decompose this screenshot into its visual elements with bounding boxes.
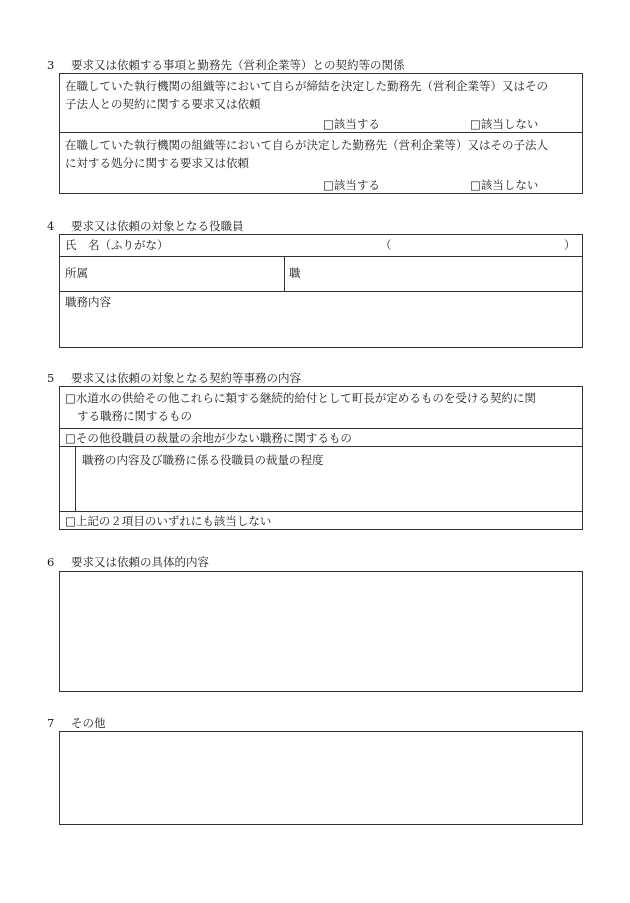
contract-request-row bbox=[60, 74, 582, 132]
duty-label: 職務内容 bbox=[65, 295, 111, 309]
section-4-table bbox=[59, 234, 583, 348]
low-discretion-option-checkbox[interactable]: □その他役職員の裁量の余地が少ない職務に関するもの bbox=[65, 431, 352, 445]
furigana-close-paren: ） bbox=[564, 238, 576, 252]
contract-applicable-checkbox[interactable]: □該当する bbox=[323, 117, 380, 131]
duty-row[interactable] bbox=[60, 291, 582, 347]
affiliation-divider bbox=[284, 257, 285, 291]
discretion-detail-row bbox=[60, 446, 582, 511]
section-3-title-text: 要求又は依頼する事項と勤務先（営利企業等）との契約等の関係 bbox=[71, 58, 405, 72]
section-6-title-text: 要求又は依頼の具体的内容 bbox=[71, 555, 209, 569]
continuous-supply-option-text-2: する職務に関するもの bbox=[77, 409, 192, 423]
request-content-box[interactable] bbox=[59, 571, 583, 692]
disposition-request-row bbox=[60, 132, 582, 193]
name-label: 氏 名（ふりがな） bbox=[65, 238, 169, 252]
section-7-title-text: その他 bbox=[71, 716, 106, 730]
post-label: 職 bbox=[289, 266, 301, 280]
affiliation-label: 所属 bbox=[65, 266, 88, 280]
section-4-title bbox=[47, 218, 244, 234]
section-3-number: 3 bbox=[47, 58, 55, 72]
section-6-number: 6 bbox=[47, 555, 55, 569]
section-3-title bbox=[47, 57, 405, 73]
none-applicable-option-checkbox[interactable]: □上記の２項目のいずれにも該当しない bbox=[65, 514, 272, 528]
continuous-supply-option-row bbox=[60, 387, 582, 428]
contract-not-applicable-checkbox[interactable]: □該当しない bbox=[470, 117, 539, 131]
other-box[interactable] bbox=[59, 731, 583, 825]
section-6-title bbox=[47, 554, 209, 570]
furigana-open-paren: （ bbox=[380, 238, 392, 252]
section-4-title-text: 要求又は依頼の対象となる役職員 bbox=[71, 219, 244, 233]
discretion-detail-label: 職務の内容及び職務に係る役職員の裁量の程度 bbox=[82, 453, 324, 467]
section-4-number: 4 bbox=[47, 219, 55, 233]
section-5-number: 5 bbox=[47, 371, 55, 385]
disposition-request-text-2: に対する処分に関する要求又は依頼 bbox=[65, 156, 249, 170]
continuous-supply-option-checkbox[interactable]: □水道水の供給その他これらに類する継続的給付として町長が定めるものを受ける契約に関 bbox=[65, 391, 536, 405]
disposition-not-applicable-checkbox[interactable]: □該当しない bbox=[470, 178, 539, 192]
none-applicable-option-row bbox=[60, 511, 582, 529]
disposition-applicable-checkbox[interactable]: □該当する bbox=[323, 178, 380, 192]
name-row[interactable] bbox=[60, 235, 582, 256]
section-5-title-text: 要求又は依頼の対象となる契約等事務の内容 bbox=[71, 371, 301, 385]
affiliation-row bbox=[60, 256, 582, 291]
section-3-table bbox=[59, 73, 583, 194]
section-7-number: 7 bbox=[47, 716, 55, 730]
section-5-table bbox=[59, 386, 583, 530]
section-5-title bbox=[47, 370, 301, 386]
low-discretion-option-row bbox=[60, 428, 582, 446]
section-7-title bbox=[47, 715, 106, 731]
contract-request-text-2: 子法人との契約に関する要求又は依頼 bbox=[65, 97, 261, 111]
contract-request-text-1: 在職していた執行機関の組織等において自らが締結を決定した勤務先（営利企業等）又はその bbox=[65, 79, 548, 93]
discretion-indent-line bbox=[75, 447, 76, 511]
disposition-request-text-1: 在職していた執行機関の組織等において自らが決定した勤務先（営利企業等）又はその子法人 bbox=[65, 138, 548, 152]
